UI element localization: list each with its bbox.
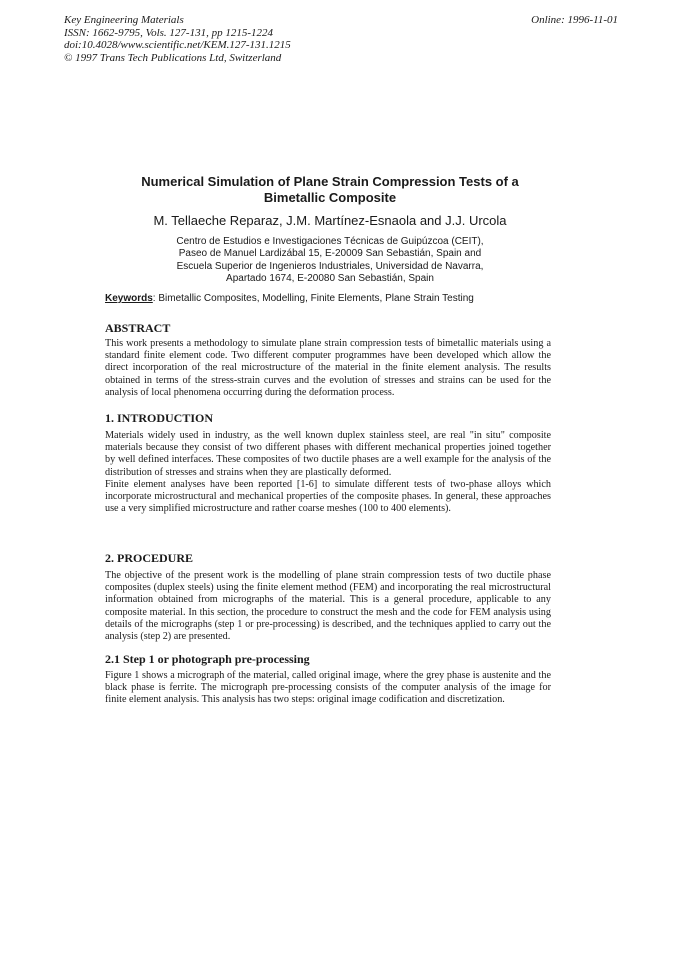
online-date: Online: 1996-11-01 xyxy=(531,14,618,26)
step1-paragraph: Figure 1 shows a micrograph of the material, called original image, where the grey phase is austenite and the black phase is ferrite. The micrograph pre-processing consists of the computer analysis of the image for finite element analysis. This analysis has two steps: original image codification and discretization. xyxy=(105,670,551,706)
abstract-heading: ABSTRACT xyxy=(105,321,171,335)
paper-title xyxy=(110,174,550,206)
step1-body xyxy=(105,670,551,707)
keywords-text: Bimetallic Composites, Modelling, Finite Elements, Plane Strain Testing xyxy=(155,293,474,304)
affiliation-block xyxy=(110,236,550,286)
procedure-paragraph: The objective of the present work is the modelling of plane strain compression tests of two ductile phase composites (duplex steels) using the finite element method (FEM) and incorporating the real microstructural information obtained from micrographs of the material. This is a general procedure, applicable to any composite material. In this section, the procedure to construct the mesh and the code for FEM analysis using details of the micrographs (step 1 or pre-processing) is described, and the techniques applied to carry out the analysis (step 2) are presented. xyxy=(105,570,551,643)
keywords-line xyxy=(105,293,474,304)
keywords-colon: : xyxy=(152,293,156,304)
journal-doi[interactable]: doi:10.4028/www.scientific.net/KEM.127-131.1215 xyxy=(64,39,291,51)
introduction-body xyxy=(105,430,551,515)
title-line-2: Bimetallic Composite xyxy=(263,190,397,205)
introduction-heading: 1. INTRODUCTION xyxy=(105,411,214,425)
affiliation-line: Centro de Estudios e Investigaciones Técnicas de Guipúzcoa (CEIT), xyxy=(176,236,484,247)
procedure-body xyxy=(105,570,551,643)
journal-name: Key Engineering Materials xyxy=(64,14,184,26)
journal-copyright: © 1997 Trans Tech Publications Ltd, Switzerland xyxy=(64,51,282,64)
author-list: M. Tellaeche Reparaz, J.M. Martínez-Esnaola and J.J. Urcola xyxy=(153,213,507,228)
abstract-paragraph: This work presents a methodology to simulate plane strain compression tests of bimetallic materials using a standard finite element code. Two different computer programmes have been developed which allow the direct incorporation of the real microstructure of the material in the finite element analysis. The results obtained in terms of the stress-strain curves and the evolution of stresses and strains can be used for the analysis of local phenomena occurring during the deformation process. xyxy=(105,338,551,398)
procedure-heading: 2. PROCEDURE xyxy=(105,551,194,565)
keywords-label: Keywords xyxy=(105,293,153,304)
title-line-1: Numerical Simulation of Plane Strain Compression Tests of a xyxy=(141,174,519,189)
journal-header xyxy=(64,14,291,64)
introduction-paragraph-2: Finite element analyses have been reported [1-6] to simulate different tests of two-phase alloys which incorporate microstructural and mechanical properties of the composite phases. In general, these approaches use a very simplified microstructure and rather coarse meshes (100 to 400 elements). xyxy=(105,478,551,515)
step1-heading: 2.1 Step 1 or photograph pre-processing xyxy=(105,652,310,666)
affiliation-line: Apartado 1674, E-20080 San Sebastián, Spain xyxy=(226,273,434,285)
affiliation-line: Escuela Superior de Ingenieros Industriales, Universidad de Navarra, xyxy=(176,260,484,272)
introduction-paragraph-1: Materials widely used in industry, as the well known duplex stainless steel, are real "in situ" composite materials because they consist of two different phases with different mechanical properties joined together by well defined interfaces. These composites of two ductile phases are a well example for the analysis of the distribution of stresses and strains when they are plastically deformed. xyxy=(105,430,551,478)
affiliation-line: Paseo de Manuel Lardizábal 15, E-20009 San Sebastián, Spain and xyxy=(178,248,482,260)
abstract-body xyxy=(105,338,551,399)
journal-issn: ISSN: 1662-9795, Vols. 127-131, pp 1215-1224 xyxy=(64,26,273,39)
